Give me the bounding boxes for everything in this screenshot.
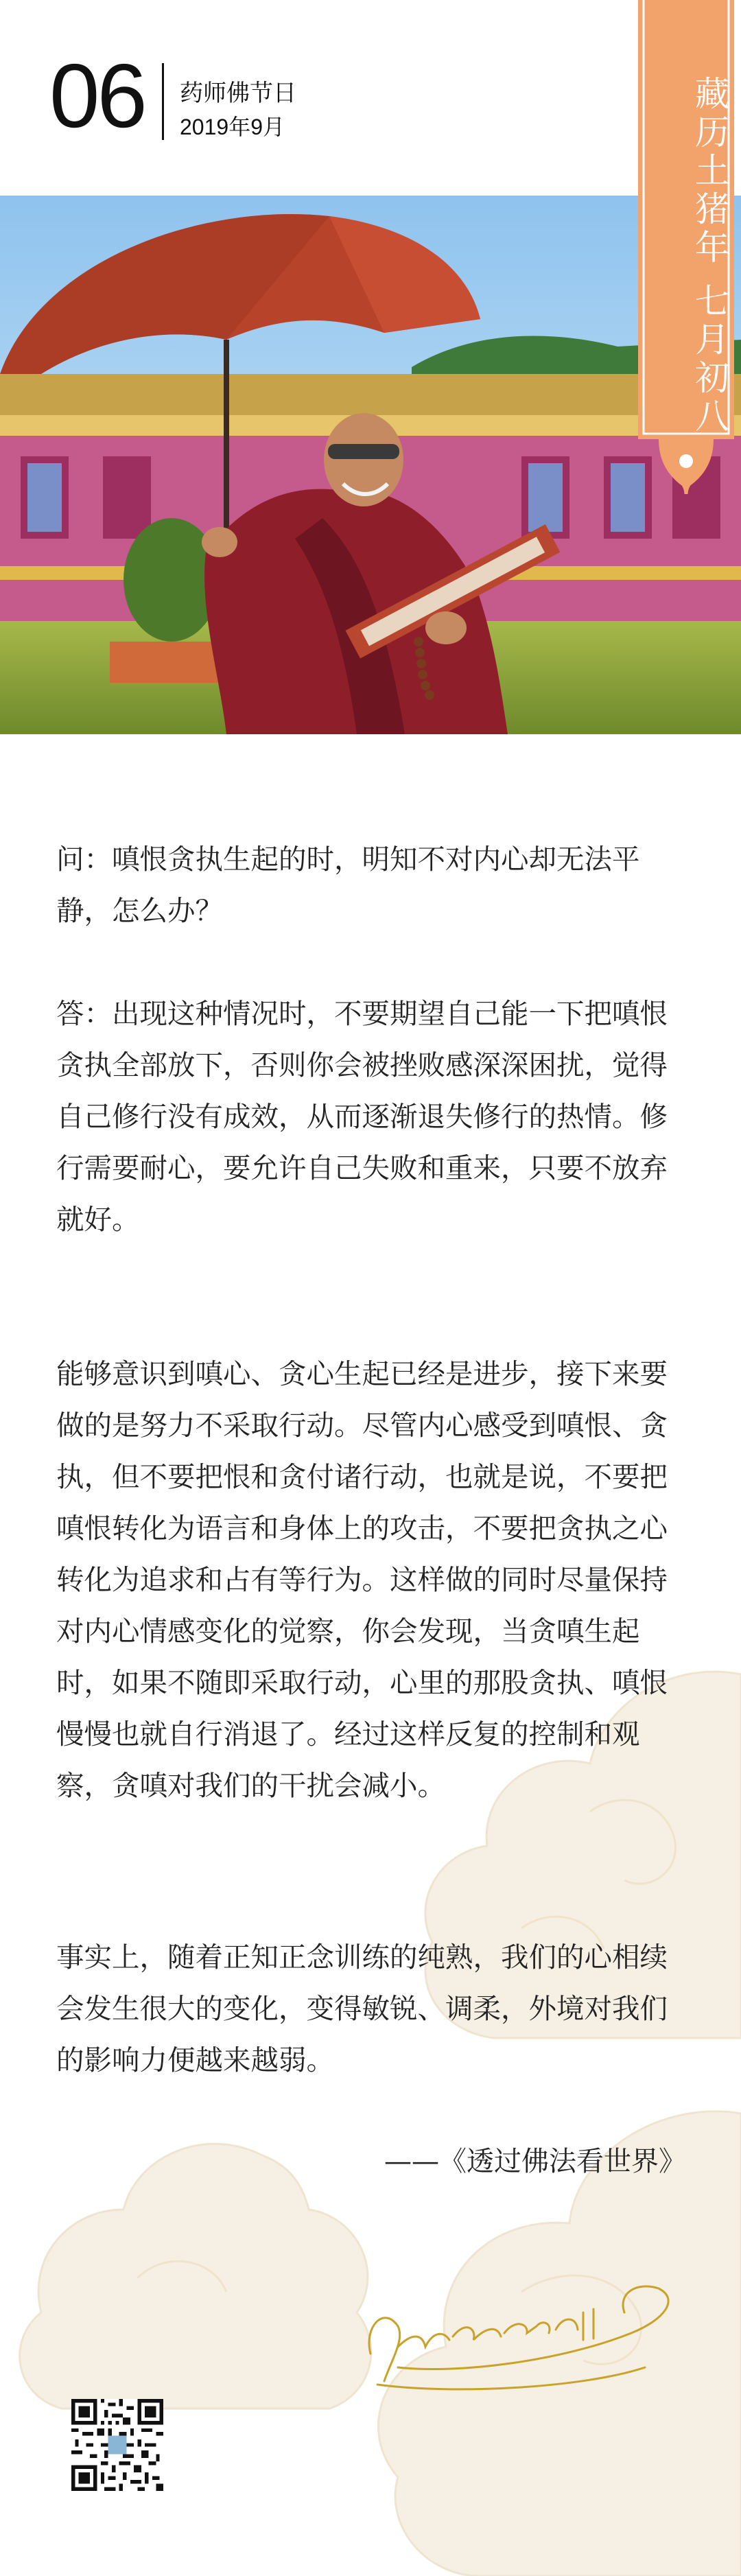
tibetan-signature <box>357 2264 686 2402</box>
qr-code-image <box>71 2399 163 2491</box>
body-paragraph: 能够意识到嗔心、贪心生起已经是进步，接下来要做的是努力不采取行动。尽管内心感受到嗔恨、贪执，但不要把恨和贪付诸行动，也就是说，不要把嗔恨转化为语言和身体上的攻击，不要把贪执之心转化为追求和占有等行为。这样做的同时尽量保持对内心情感变化的觉察，你会发现，当贪嗔生起时，如果不随即采取行动，心里的那股贪执、嗔恨慢慢也就自行消退了。经过这样反复的控制和观察，贪嗔对我们的干扰会减小。 <box>56 1357 668 1802</box>
lunar-date-text: 藏历土猪年 七月初八 <box>690 75 729 436</box>
closing-paragraph: 事实上，随着正知正念训练的纯熟，我们的心相续会发生很大的变化，变得敏锐、调柔，外境对我们的影响力便越来越弱。 <box>56 1941 668 2076</box>
question-paragraph: 问：嗔恨贪执生起的时，明知不对内心却无法平静，怎么办？ <box>56 843 640 927</box>
monk-umbrella-photo <box>0 196 741 734</box>
calendar-header <box>0 0 741 196</box>
source-citation: ——《透过佛法看世界》 <box>384 2146 686 2177</box>
answer-paragraph: 答：出现这种情况时，不要期望自己能一下把嗔恨贪执全部放下，否则你会被挫败感深深困扰，觉得自己修行没有成效，从而逐渐退失修行的热情。修行需要耐心，要允许自己失败和重来，只要不放弃就好。 <box>56 997 668 1236</box>
calendar-date: 2019年9月 <box>180 115 285 139</box>
festival-name: 药师佛节日 <box>180 80 296 106</box>
lunar-calendar-tag <box>638 0 734 511</box>
day-number: 06 <box>49 45 145 146</box>
header-divider <box>162 63 164 140</box>
